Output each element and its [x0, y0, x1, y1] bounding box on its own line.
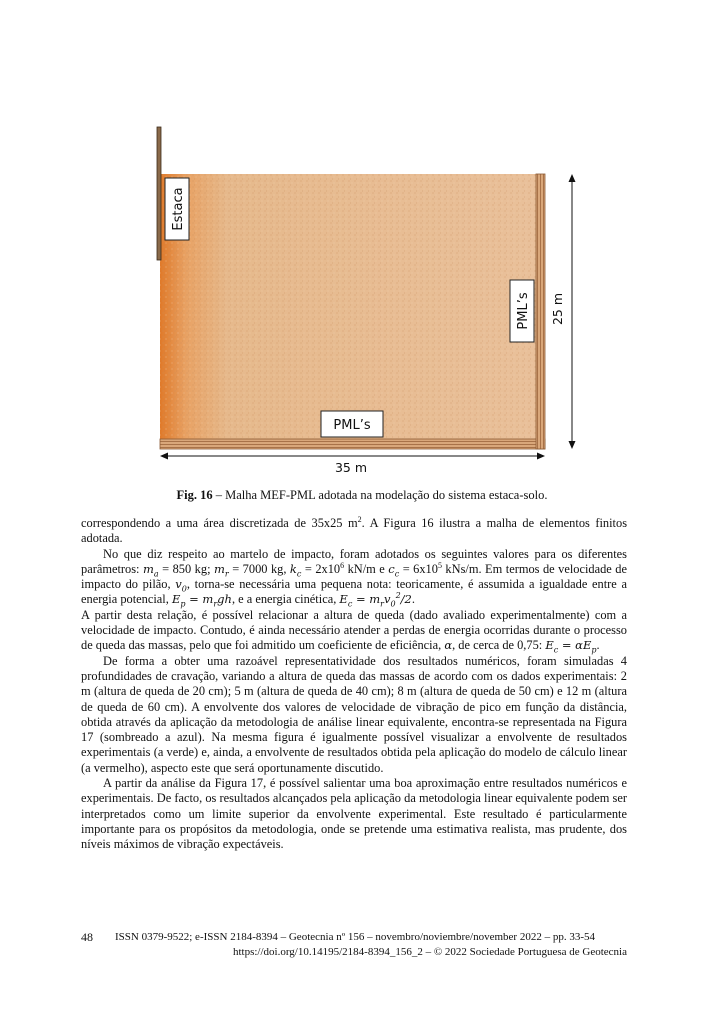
page-number: 48: [81, 930, 93, 944]
page-footer: [81, 930, 627, 960]
figure-caption-text: – Malha MEF-PML adotada na modelação do sistema estaca-solo.: [212, 488, 548, 502]
pml-bottom-label: PML’s: [333, 418, 371, 433]
width-arrow-right: [537, 453, 545, 460]
footer-doi-line[interactable]: https://doi.org/10.14195/2184-8394_156_2 – © 2022 Sociedade Portuguesa de Geotecnia: [232, 946, 627, 958]
pml-bottom-layer: [160, 439, 545, 449]
stake-label: Estaca: [171, 187, 186, 231]
soil-mesh-texture: [160, 174, 536, 439]
paragraph-5: A partir da análise da Figura 17, é possível salientar uma boa aproximação entre resultados numéricos e experimentais. De facto, os resultados alcançados pela aplicação da metodologia linear equivalente podem ser interpretados como um limite superior da envolvente experimental. Este resultado é particularmente importante para os propósitos da metodologia, onde se pretende uma estimativa realista, mas prudente, dos níveis máximos de vibração expectáveis.: [81, 776, 627, 852]
body-text: [81, 516, 627, 853]
paragraph-4: De forma a obter uma razoável representatividade dos resultados numéricos, foram simuladas 4 profundidades de cravação, variando a altura de queda das massas de acordo com os dados experimentais: 2 m (altura de queda de 20 cm); 5 m (altura de queda de 40 cm); 8 m (altura de queda de 50 cm) e 12 m (altura de queda de 60 cm). A envolvente dos valores de velocidade de vibração de pico em função da distância, obtida através da aplicação da metodologia de análise linear equivalente, encontra-se representada na Figura 17 (sombreado a azul). Na mesma figura é igualmente possível visualizar a envolvente de resultados experimentais (a verde) e, ainda, a envolvente de resultados obtida pela aplicação do modelo de cálculo linear (a vermelho), aspecto este que será oportunamente discutido.: [81, 653, 627, 775]
pml-right-layer: [536, 174, 545, 449]
height-dimension-label: 25 m: [550, 292, 565, 326]
footer-issn-line: ISSN 0379-9522; e-ISSN 2184-8394 – Geotecnia nº 156 – novembro/noviembre/november 2022 – pp. 33-54: [115, 931, 596, 943]
finite-element-mesh-figure: [0, 0, 724, 480]
height-arrow-top: [569, 174, 576, 182]
stake: [157, 127, 161, 260]
figure-caption: [0, 488, 724, 503]
figure-number: Fig. 16: [176, 488, 213, 502]
paragraph-1: correspondendo a uma área discretizada de 35x25 $m^2$. A Figura 16 ilustra a malha de elementos finitos adotada.: [81, 514, 628, 546]
height-arrow-bottom: [569, 441, 576, 449]
width-arrow-left: [160, 453, 168, 460]
pml-right-label: PML’s: [516, 292, 531, 330]
width-dimension-label: 35 m: [334, 460, 368, 475]
paragraph-3: A partir desta relação, é possível relacionar a altura de queda (dado avaliado experimentalmente) com a velocidade de impacto. Contudo, é ainda necessário atender a perdas de energia ocorridas durante o processo de queda das massas, pelo que foi admitido um coeficiente de eficiência, α, de cerca de 0,75: $E_c = \alpha E_p$.: [81, 607, 627, 655]
paragraph-2: No que diz respeito ao martelo de impacto, foram adotados os seguintes valores para os diferentes parâmetros: $m_a = 850$ kg; $m_r = 7000$ kg, $k_c = 2x10^6$ kN/m e $c_c = 6x10^5$ kNs/m. Em termos de velocidade de impacto do pilão, $v_0$, torna-se necessária uma pequena nota: teoricamente, é assumida a igualdade entre a energia potencial, $E_p = m_rgh$, e a energia cinética, $E_c = m_rv_0^2/2$.: [81, 546, 627, 609]
